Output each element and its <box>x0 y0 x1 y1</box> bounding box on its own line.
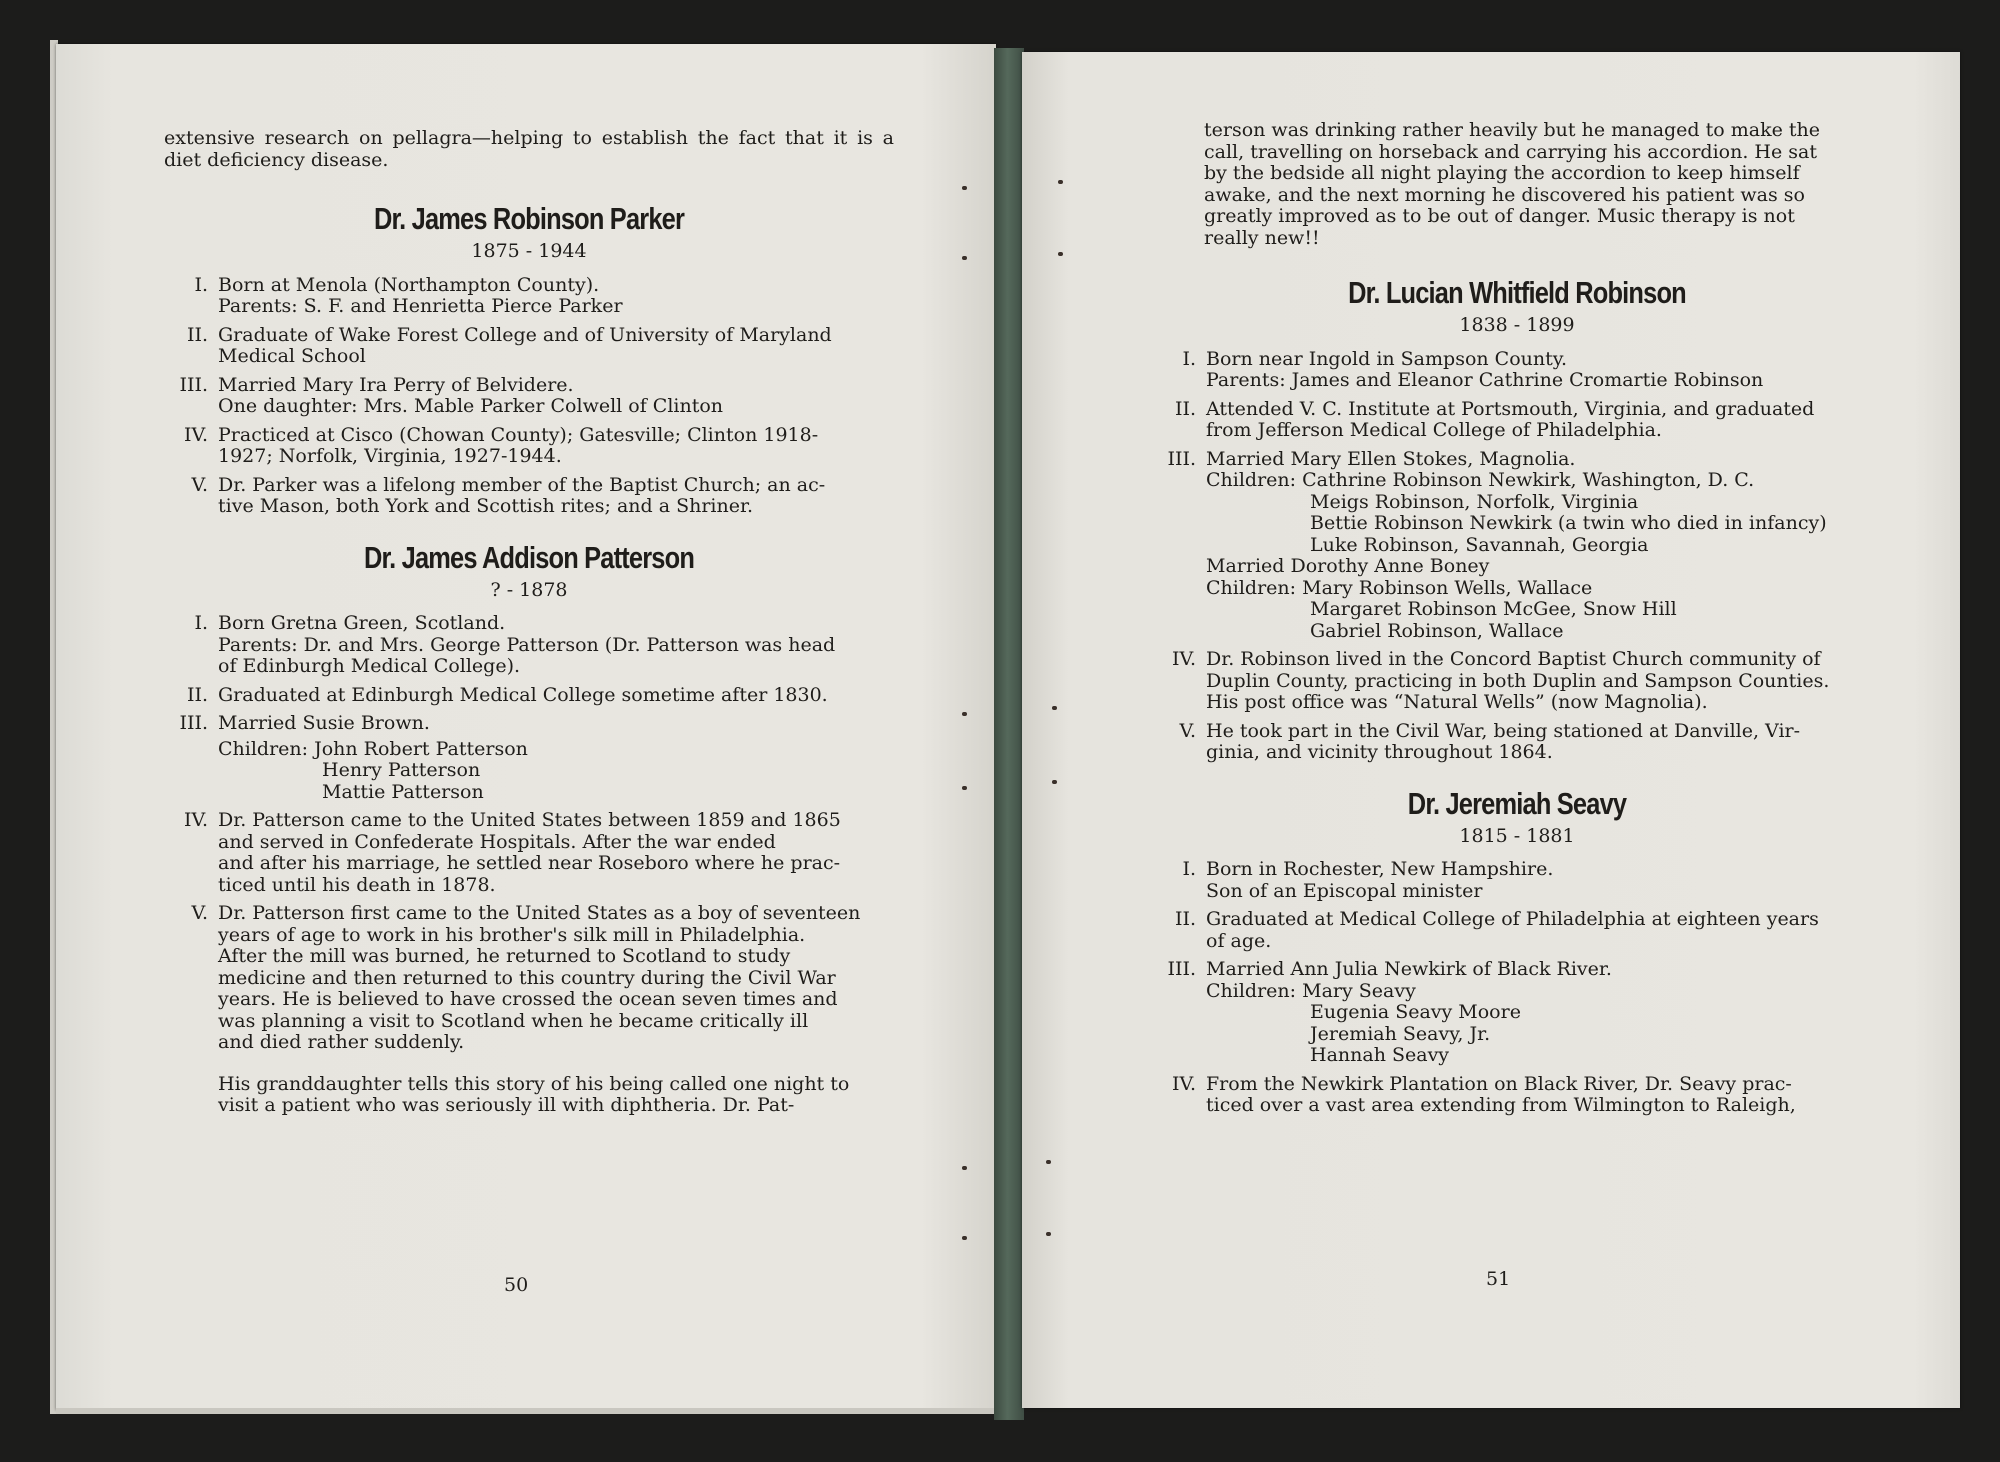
roman-numeral: III. <box>179 373 208 396</box>
entry-line: years. He is believed to have crossed the ocean seven times and <box>218 988 838 1010</box>
binding-hole <box>1046 1160 1051 1164</box>
children-label: Children: <box>1206 469 1297 491</box>
binding-hole <box>962 1166 967 1170</box>
entry-line: Duplin County, practicing in both Duplin and Sampson Counties. <box>1206 669 1830 692</box>
entry-line: From the Newkirk Plantation on Black River, Dr. Seavy prac- <box>1206 1072 1792 1095</box>
entry-line: and died rather suddenly. <box>218 1031 465 1053</box>
page-number: 51 <box>1486 1268 1511 1290</box>
entry <box>164 325 894 368</box>
children-label: Children: <box>1206 979 1297 1002</box>
binding-hole <box>962 1236 967 1240</box>
binding-hole <box>962 186 967 190</box>
entry-line: and after his marriage, he settled near Roseboro where he prac- <box>218 852 841 874</box>
biography-seavy <box>1152 786 1882 1117</box>
entry <box>1152 909 1882 952</box>
continued-paragraph <box>1152 120 1882 249</box>
entry-line: Born Gretna Green, Scotland. <box>218 612 506 634</box>
entry-line: His post office was “Natural Wells” (now Magnolia). <box>1206 691 1708 713</box>
binding-hole <box>1052 780 1057 784</box>
roman-numeral: III. <box>1167 958 1196 980</box>
entry-line: Attended V. C. Institute at Portsmouth, Virginia, and graduated <box>1206 397 1815 420</box>
right-page-text <box>1152 120 1882 1124</box>
entry <box>164 810 894 896</box>
second-marriage: Married Dorothy Anne Boney <box>1206 555 1490 577</box>
entry-line: Married Mary Ellen Stokes, Magnolia. <box>1206 447 1576 470</box>
entry-line: Medical School <box>218 345 366 367</box>
entry <box>164 685 894 707</box>
children-block <box>1206 470 1882 492</box>
child-name: Mary Seavy <box>1302 979 1416 1002</box>
lead-paragraph: extensive research on pellagra—helping to establish the fact that it is a diet deficiency disease. <box>164 127 894 171</box>
entry <box>1152 399 1882 442</box>
doctor-name: Dr. James Robinson Parker <box>373 201 685 236</box>
roman-numeral: V. <box>191 473 208 496</box>
book-spine <box>994 48 1024 1420</box>
entry <box>1152 649 1882 714</box>
binding-hole <box>1052 706 1057 710</box>
entry-line: Dr. Parker was a lifelong member of the Baptist Church; an ac- <box>218 473 826 496</box>
entry <box>164 613 894 678</box>
roman-numeral: I. <box>1182 347 1196 370</box>
entry-line: ticed until his death in 1878. <box>218 873 496 896</box>
life-dates: 1838 - 1899 <box>1459 314 1575 336</box>
binding-hole <box>962 256 967 260</box>
doctor-name: Dr. James Addison Patterson <box>363 539 695 575</box>
roman-numeral: I. <box>194 273 208 296</box>
child-name: Cathrine Robinson Newkirk, Washington, D. C. <box>1302 469 1755 491</box>
entry-line: and served in Confederate Hospitals. After the war ended <box>218 830 776 853</box>
left-page-text <box>164 128 894 1117</box>
entry-line: Son of an Episcopal minister <box>1206 879 1483 902</box>
binding-hole <box>1058 252 1063 256</box>
entry-line: medicine and then returned to this country during the Civil War <box>218 966 836 989</box>
roman-numeral: III. <box>179 712 208 734</box>
entry <box>1152 349 1882 392</box>
roman-numeral: V. <box>1179 719 1196 742</box>
roman-numeral: II. <box>1174 908 1196 930</box>
roman-numeral: IV. <box>184 423 208 446</box>
entry-line: tive Mason, both York and Scottish rites; and a Shriner. <box>218 495 754 517</box>
child-name: Gabriel Robinson, Wallace <box>1310 619 1564 642</box>
paragraph-line: visit a patient who was seriously ill with diphtheria. Dr. Pat- <box>218 1094 795 1116</box>
paragraph-line: His granddaughter tells this story of his being called one night to <box>218 1072 850 1095</box>
entry-line: Graduated at Edinburgh Medical College sometime after 1830. <box>218 683 828 706</box>
entry <box>164 475 894 518</box>
entry <box>164 713 894 803</box>
entry-line: was planning a visit to Scotland when he became critically ill <box>218 1009 809 1032</box>
entry-line: 1927; Norfolk, Virginia, 1927-1944. <box>218 445 562 467</box>
entry <box>164 275 894 318</box>
child-name: Margaret Robinson McGee, Snow Hill <box>1310 598 1677 620</box>
child-name: Mattie Patterson <box>322 780 484 803</box>
paragraph-line: greatly improved as to be out of danger. Music therapy is not <box>1204 205 1795 227</box>
page-stack-bottom <box>56 1408 996 1414</box>
biography-robinson <box>1152 275 1882 764</box>
entry-line: He took part in the Civil War, being stationed at Danville, Vir- <box>1206 719 1801 742</box>
entry-line: Parents: James and Eleanor Cathrine Cromartie Robinson <box>1206 369 1764 391</box>
child-name: John Robert Patterson <box>314 737 528 760</box>
paragraph-line: really new!! <box>1204 226 1320 249</box>
entry-line: Born near Ingold in Sampson County. <box>1206 347 1567 370</box>
entry-line: ticed over a vast area extending from Wilmington to Raleigh, <box>1206 1094 1796 1116</box>
roman-numeral: I. <box>1182 858 1196 880</box>
child-name: Luke Robinson, Savannah, Georgia <box>1310 533 1649 556</box>
children-block <box>1206 578 1882 600</box>
binding-hole <box>1058 180 1063 184</box>
entry <box>1152 859 1882 902</box>
entry <box>1152 449 1882 643</box>
entry-line: Parents: S. F. and Henrietta Pierce Parker <box>218 295 623 317</box>
entry-line: of Edinburgh Medical College). <box>218 655 521 677</box>
entry-line: from Jefferson Medical College of Philadelphia. <box>1206 419 1662 441</box>
entry-line: Dr. Patterson first came to the United States as a boy of seventeen <box>218 902 861 924</box>
life-dates: 1815 - 1881 <box>1459 824 1575 847</box>
roman-numeral: IV. <box>1172 1072 1196 1095</box>
entry-line: Parents: Dr. and Mrs. George Patterson (Dr. Patterson was head <box>218 633 836 656</box>
life-dates: 1875 - 1944 <box>471 240 587 262</box>
biography-patterson <box>164 540 894 1117</box>
children-block <box>218 739 894 761</box>
entry-line: One daughter: Mrs. Mable Parker Colwell of Clinton <box>218 395 724 417</box>
roman-numeral: V. <box>191 902 208 924</box>
roman-numeral: III. <box>1167 447 1196 470</box>
life-dates: ? - 1878 <box>490 578 568 601</box>
entry-line: After the mill was burned, he returned to Scotland to study <box>218 945 791 967</box>
entry-line: Practiced at Cisco (Chowan County); Gatesville; Clinton 1918- <box>218 423 819 446</box>
child-name: Jeremiah Seavy, Jr. <box>1310 1022 1491 1045</box>
child-name: Meigs Robinson, Norfolk, Virginia <box>1310 490 1639 513</box>
entry-line: of age. <box>1206 929 1272 952</box>
child-name: Bettie Robinson Newkirk (a twin who died in infancy) <box>1310 512 1827 534</box>
biography-parker <box>164 201 894 518</box>
doctor-name: Dr. Lucian Whitfield Robinson <box>1348 275 1686 310</box>
roman-numeral: IV. <box>184 809 208 831</box>
child-name: Henry Patterson <box>322 759 481 781</box>
entry <box>164 425 894 468</box>
binding-hole <box>1046 1232 1051 1236</box>
roman-numeral: II. <box>1174 397 1196 420</box>
children-label: Children: <box>218 737 309 760</box>
page-number: 50 <box>504 1274 529 1296</box>
entry <box>1152 721 1882 764</box>
child-name: Mary Robinson Wells, Wallace <box>1302 576 1593 599</box>
children-block <box>1206 981 1882 1003</box>
entry-line: Dr. Patterson came to the United States between 1859 and 1865 <box>218 809 841 831</box>
entry <box>164 903 894 1054</box>
entry-line: Graduate of Wake Forest College and of University of Maryland <box>218 323 832 346</box>
entry <box>1152 1074 1882 1117</box>
doctor-name: Dr. Jeremiah Seavy <box>1407 785 1627 821</box>
paragraph-line: awake, and the next morning he discovered his patient was so <box>1204 183 1805 206</box>
entry-line: Graduated at Medical College of Philadelphia at eighteen years <box>1206 908 1819 930</box>
entry-line: Born in Rochester, New Hampshire. <box>1206 858 1554 880</box>
binding-hole <box>962 786 967 790</box>
roman-numeral: II. <box>186 683 208 706</box>
paragraph-line: terson was drinking rather heavily but he managed to make the <box>1204 119 1820 141</box>
roman-numeral: IV. <box>1172 648 1196 670</box>
entry-line: Married Ann Julia Newkirk of Black River. <box>1206 958 1612 980</box>
roman-numeral: II. <box>186 323 208 346</box>
entry-line: Married Susie Brown. <box>218 712 430 734</box>
child-name: Hannah Seavy <box>1310 1044 1450 1066</box>
entry-line: Born at Menola (Northampton County). <box>218 273 600 296</box>
paragraph-line: by the bedside all night playing the accordion to keep himself <box>1204 162 1800 184</box>
entry <box>164 375 894 418</box>
entry-line: ginia, and vicinity throughout 1864. <box>1206 741 1553 763</box>
binding-hole <box>962 712 967 716</box>
entry-line: Married Mary Ira Perry of Belvidere. <box>218 373 574 396</box>
child-name: Eugenia Seavy Moore <box>1310 1001 1521 1023</box>
entry <box>1152 959 1882 1067</box>
entry-line: Dr. Robinson lived in the Concord Baptist Church community of <box>1206 648 1821 670</box>
roman-numeral: I. <box>194 612 208 634</box>
closing-paragraph <box>164 1074 894 1117</box>
entry-line: years of age to work in his brother's silk mill in Philadelphia. <box>218 923 806 946</box>
paragraph-line: call, travelling on horseback and carrying his accordion. He sat <box>1204 140 1817 163</box>
children-label: Children: <box>1206 576 1297 599</box>
